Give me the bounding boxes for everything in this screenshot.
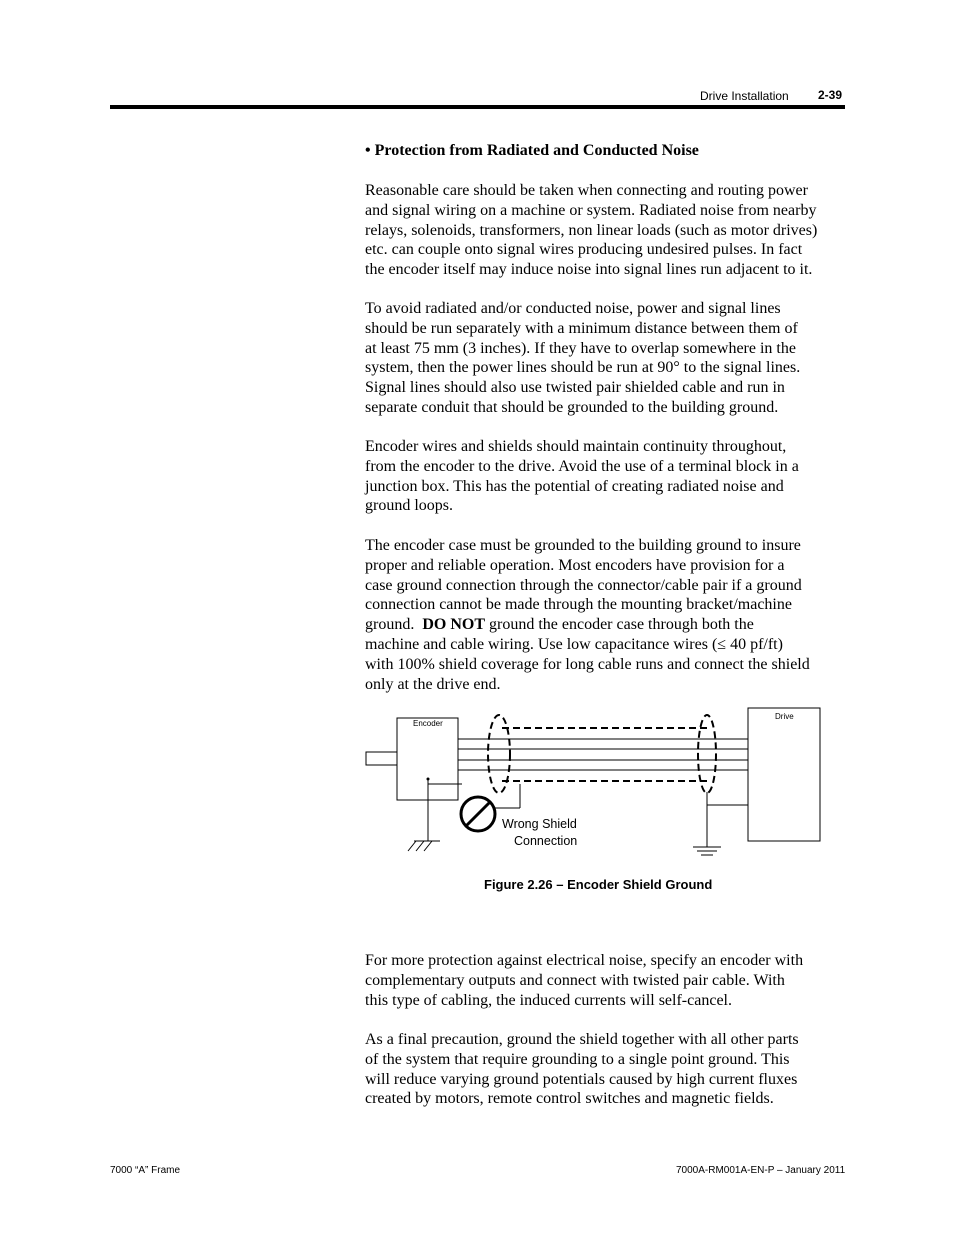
encoder-shield-figure [360,700,840,865]
text-line: relays, solenoids, transformers, non linear loads (such as motor drives) [365,221,818,239]
text-line: from the encoder to the drive. Avoid the use of a terminal block in a [365,457,799,475]
text-line: To avoid radiated and/or conducted noise, power and signal lines [365,300,781,317]
drive-ground [693,792,748,855]
header-rule [110,105,845,109]
paragraph-case-grounding [365,536,847,694]
text-line: proper and reliable operation. Most encoders have provision for a [365,556,785,574]
text-line: should be run separately with a minimum distance between them of [365,319,798,337]
text-run: ground. [365,616,423,634]
text-line: with 100% shield coverage for long cable runs and connect the shield [365,655,810,673]
text-line: this type of cabling, the induced currents will self-cancel. [365,991,732,1009]
drive-box [748,708,820,841]
footer-product: 7000 “A” Frame [110,1165,181,1176]
text-line: case ground connection through the connector/cable pair if a ground [365,576,802,594]
figure-caption: Figure 2.26 – Encoder Shield Ground [484,877,713,892]
header-page-number: 2-39 [818,88,843,102]
header-section-title: Drive Installation [700,89,789,103]
cable-conductors [458,739,748,770]
case-ground-terminal [427,778,430,781]
text-line: etc. can couple onto signal wires producing undesired pulses. In fact [365,241,803,259]
text-line: only at the drive end. [365,675,501,693]
text-line: will reduce varying ground potentials caused by high current fluxes [365,1070,798,1088]
text-line: system, then the power lines should be run at 90° to the signal lines. [365,359,801,377]
prohibited-icon [461,797,495,831]
wrong-connection-label-line1: Wrong Shield [502,817,577,831]
text-line: The encoder case must be grounded to the building ground to insure [365,537,801,554]
paragraph-radiated-noise [365,181,847,280]
encoder-shaft [366,752,397,765]
text-line: As a final precaution, ground the shield together with all other parts [365,1031,799,1048]
text-line: and signal wiring on a machine or system. Radiated noise from nearby [365,201,817,219]
text-line: machine and cable wiring. Use low capacitance wires (≤ 40 pf/ft) [365,635,783,653]
section-heading: • Protection from Radiated and Conducted Noise [365,142,699,159]
wrong-connection-label-line2: Connection [514,834,578,848]
text-line: connection cannot be made through the mounting bracket/machine [365,596,792,614]
text-line: Encoder wires and shields should maintain continuity throughout, [365,438,787,455]
text-line: separate conduit that should be grounded to the building ground. [365,398,779,416]
drive-label: Drive [775,712,794,721]
footer-publication: 7000A-RM001A-EN-P – January 2011 [676,1165,846,1176]
do-not-emphasis: DO NOT [422,616,485,634]
text-line: the encoder itself may induce noise into signal lines run adjacent to it. [365,261,813,279]
text-line: junction box. This has the potential of creating radiated noise and [365,477,784,495]
text-line: at least 75 mm (3 inches). If they have to overlap somewhere in the [365,339,796,357]
text-line: For more protection against electrical noise, specify an encoder with [365,952,804,969]
text-line: created by motors, remote control switches and magnetic fields. [365,1090,774,1108]
text-run: ground the encoder case through both the [485,616,754,634]
cable-shield [488,715,716,793]
paragraph-complementary-outputs [365,951,847,1010]
text-line: complementary outputs and connect with twisted pair cable. With [365,971,785,989]
text-line: Reasonable care should be taken when connecting and routing power [365,182,808,199]
paragraph-single-point-ground [365,1030,847,1109]
text-line: ground loops. [365,497,453,515]
paragraph-continuity [365,437,847,516]
paragraph-line-separation [365,299,847,418]
text-line-do-not [365,615,847,635]
text-line: of the system that require grounding to a single point ground. This [365,1050,790,1068]
text-line: Signal lines should also use twisted pair shielded cable and run in [365,379,785,397]
encoder-label: Encoder [413,719,443,728]
